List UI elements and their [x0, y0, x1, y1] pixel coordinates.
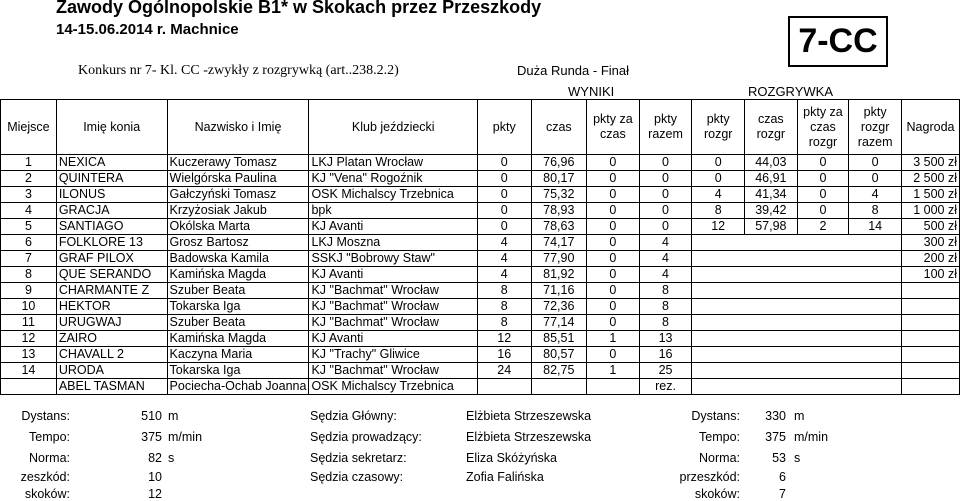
cell-nazwisko-imie: Okólska Marta: [167, 219, 309, 235]
table-row: [1, 283, 960, 299]
group-rozgrywka: ROZGRYWKA: [748, 84, 833, 99]
footer-right-unit: s: [794, 451, 801, 465]
cell-pkty-rozgr-razem: [849, 251, 902, 267]
cell-pkty-za-czas-rozgr: [797, 331, 849, 347]
cell-imie-konia: ABEL TASMAN: [56, 379, 167, 395]
judge-name: Elżbieta Strzeszewska: [466, 430, 592, 444]
footer-left-unit: s: [168, 451, 175, 465]
cell-czas-rozgr: [745, 283, 798, 299]
judge-role: Sędzia prowadzący:: [310, 430, 422, 444]
table-row: [1, 203, 960, 219]
cell-pkty-rozgr: [692, 347, 745, 363]
cell-nagroda: [902, 331, 960, 347]
cell-nagroda: [902, 379, 960, 395]
footer-left-label: Norma:: [29, 451, 70, 465]
cell-klub: KJ Avanti: [309, 331, 478, 347]
cell-pkty-rozgr: [692, 235, 745, 251]
cell-miejsce: 8: [1, 267, 57, 283]
cell-pkty-rozgr-razem: [849, 235, 902, 251]
footer-right-value: 375: [765, 430, 786, 444]
page-title: Zawody Ogólnopolskie B1* w Skokach przez Przeszkody: [56, 0, 542, 17]
judge-name: Elżbieta Strzeszewska: [466, 409, 592, 423]
cell-pkty-razem: 0: [639, 155, 692, 171]
cell-pkty-rozgr-razem: [849, 283, 902, 299]
cell-nazwisko-imie: Gałczyński Tomasz: [167, 187, 309, 203]
cell-czas: 81,92: [531, 267, 587, 283]
cell-nagroda: [902, 283, 960, 299]
cell-klub: KJ "Bachmat" Wrocław: [309, 363, 478, 379]
cell-pkty: 4: [478, 251, 531, 267]
footer-right-label: Norma:: [699, 451, 740, 465]
cell-nazwisko-imie: Grosz Bartosz: [167, 235, 309, 251]
cell-imie-konia: CHAVALL 2: [56, 347, 167, 363]
table-row: [1, 331, 960, 347]
cell-pkty-za-czas-rozgr: [797, 299, 849, 315]
cell-pkty-za-czas: 0: [587, 187, 640, 203]
cell-imie-konia: CHARMANTE Z: [56, 283, 167, 299]
cell-klub: KJ Avanti: [309, 267, 478, 283]
cell-czas-rozgr: 39,42: [745, 203, 798, 219]
cell-pkty: 16: [478, 347, 531, 363]
cell-czas: 76,96: [531, 155, 587, 171]
cell-pkty: 0: [478, 171, 531, 187]
cell-nazwisko-imie: Szuber Beata: [167, 283, 309, 299]
cell-nazwisko-imie: Badowska Kamila: [167, 251, 309, 267]
cell-nazwisko-imie: Kamińska Magda: [167, 267, 309, 283]
cell-pkty-rozgr: [692, 283, 745, 299]
cell-czas: 71,16: [531, 283, 587, 299]
cell-pkty-za-czas: 0: [587, 171, 640, 187]
footer-left-unit: m: [168, 409, 179, 423]
cell-nagroda: [902, 315, 960, 331]
header-pkty-za-czas-rozgr: pkty za czas rozgr: [797, 100, 849, 155]
footer-right-label: skoków:: [694, 487, 740, 501]
cell-nagroda: [902, 347, 960, 363]
cell-pkty: 4: [478, 267, 531, 283]
cell-czas: 78,93: [531, 203, 587, 219]
cell-miejsce: 14: [1, 363, 57, 379]
cell-klub: KJ "Bachmat" Wrocław: [309, 299, 478, 315]
cell-klub: bpk: [309, 203, 478, 219]
cell-pkty-razem: 4: [639, 251, 692, 267]
cell-nagroda: 500 zł: [902, 219, 960, 235]
cell-klub: OSK Michalscy Trzebnica: [309, 187, 478, 203]
cell-czas: 77,14: [531, 315, 587, 331]
cell-pkty-razem: 4: [639, 235, 692, 251]
cell-pkty-rozgr-razem: [849, 315, 902, 331]
cell-pkty-za-czas-rozgr: [797, 235, 849, 251]
cell-pkty-rozgr: [692, 331, 745, 347]
footer-right-value: 6: [779, 470, 786, 484]
cell-nazwisko-imie: Tokarska Iga: [167, 299, 309, 315]
header-nazwisko-imie: Nazwisko i Imię: [167, 100, 309, 155]
cell-pkty-za-czas-rozgr: 0: [797, 203, 849, 219]
cell-pkty: 0: [478, 187, 531, 203]
cell-pkty-za-czas-rozgr: 0: [797, 171, 849, 187]
cell-czas: 78,63: [531, 219, 587, 235]
cell-klub: OSK Michalscy Trzebnica: [309, 379, 478, 395]
cell-czas-rozgr: [745, 315, 798, 331]
footer-left-value: 10: [148, 470, 162, 484]
cell-imie-konia: FOLKLORE 13: [56, 235, 167, 251]
cell-pkty-za-czas-rozgr: [797, 379, 849, 395]
header-pkty: pkty: [478, 100, 531, 155]
footer-left-value: 12: [148, 487, 162, 501]
cell-pkty-rozgr: 8: [692, 203, 745, 219]
cell-czas-rozgr: [745, 251, 798, 267]
cell-czas-rozgr: [745, 235, 798, 251]
cell-miejsce: 11: [1, 315, 57, 331]
cell-pkty-rozgr-razem: 14: [849, 219, 902, 235]
header-pkty-rozgr-razem: pkty rozgr razem: [849, 100, 902, 155]
cell-pkty-za-czas: 0: [587, 219, 640, 235]
cell-czas-rozgr: 57,98: [745, 219, 798, 235]
table-row: [1, 187, 960, 203]
cell-czas: 85,51: [531, 331, 587, 347]
table-row: [1, 363, 960, 379]
cell-nagroda: 300 zł: [902, 235, 960, 251]
cell-imie-konia: ILONUS: [56, 187, 167, 203]
table-header-row: [1, 100, 960, 155]
cell-pkty-za-czas: 0: [587, 283, 640, 299]
cell-pkty-razem: 25: [639, 363, 692, 379]
header-imie-konia: Imię konia: [56, 100, 167, 155]
cell-klub: KJ "Bachmat" Wrocław: [309, 283, 478, 299]
cell-czas-rozgr: [745, 299, 798, 315]
judge-role: Sędzia sekretarz:: [310, 451, 407, 465]
cell-pkty-razem: rez.: [639, 379, 692, 395]
cell-pkty-razem: 0: [639, 203, 692, 219]
judge-role: Sędzia czasowy:: [310, 470, 404, 484]
cell-czas: 82,75: [531, 363, 587, 379]
cell-imie-konia: URODA: [56, 363, 167, 379]
footer-left-label: Dystans:: [21, 409, 70, 423]
cell-pkty: 12: [478, 331, 531, 347]
cell-czas: 75,32: [531, 187, 587, 203]
cell-nagroda: [902, 363, 960, 379]
header-nagroda: Nagroda: [902, 100, 960, 155]
cell-imie-konia: ZAIRO: [56, 331, 167, 347]
cell-pkty-rozgr: 12: [692, 219, 745, 235]
cell-miejsce: 4: [1, 203, 57, 219]
cell-pkty-razem: 8: [639, 315, 692, 331]
cell-klub: KJ "Trachy" Gliwice: [309, 347, 478, 363]
cell-miejsce: 7: [1, 251, 57, 267]
cell-pkty-za-czas-rozgr: [797, 251, 849, 267]
cell-imie-konia: URUGWAJ: [56, 315, 167, 331]
cell-czas: 77,90: [531, 251, 587, 267]
cell-pkty: 0: [478, 203, 531, 219]
table-row: [1, 219, 960, 235]
cell-czas-rozgr: 41,34: [745, 187, 798, 203]
cell-pkty-rozgr-razem: 8: [849, 203, 902, 219]
footer-right-label: przeszkód:: [679, 470, 740, 484]
cell-pkty-razem: 0: [639, 187, 692, 203]
cell-miejsce: 12: [1, 331, 57, 347]
table-row: [1, 235, 960, 251]
cell-pkty-rozgr-razem: [849, 267, 902, 283]
cell-miejsce: 5: [1, 219, 57, 235]
table-row: [1, 267, 960, 283]
cell-pkty-za-czas: 1: [587, 331, 640, 347]
footer-left-label: zeszkód:: [20, 470, 70, 484]
cell-imie-konia: NEXICA: [56, 155, 167, 171]
cell-pkty-rozgr-razem: [849, 379, 902, 395]
cell-czas-rozgr: [745, 331, 798, 347]
cell-klub: SSKJ "Bobrowy Staw": [309, 251, 478, 267]
cell-czas-rozgr: 44,03: [745, 155, 798, 171]
cell-pkty-rozgr: 0: [692, 171, 745, 187]
cell-pkty: 8: [478, 283, 531, 299]
cell-klub: KJ Avanti: [309, 219, 478, 235]
cell-pkty-rozgr-razem: [849, 363, 902, 379]
cell-czas-rozgr: 46,91: [745, 171, 798, 187]
cell-pkty: 24: [478, 363, 531, 379]
cell-nazwisko-imie: Kamińska Magda: [167, 331, 309, 347]
cell-pkty-za-czas: 0: [587, 155, 640, 171]
footer-right-label: Tempo:: [699, 430, 740, 444]
cell-pkty-rozgr-razem: 0: [849, 171, 902, 187]
cell-pkty-rozgr: [692, 379, 745, 395]
header-czas-rozgr: czas rozgr: [745, 100, 798, 155]
cell-pkty: 0: [478, 155, 531, 171]
cell-nazwisko-imie: Pociecha-Ochab Joanna: [167, 379, 309, 395]
class-badge: 7-CC: [788, 16, 888, 67]
cell-nagroda: 200 zł: [902, 251, 960, 267]
footer-left-value: 375: [141, 430, 162, 444]
footer-left-label: Tempo:: [29, 430, 70, 444]
cell-czas: [531, 379, 587, 395]
cell-pkty-razem: 4: [639, 267, 692, 283]
cell-miejsce: [1, 379, 57, 395]
table-row: [1, 171, 960, 187]
cell-czas-rozgr: [745, 267, 798, 283]
event-date-place: 14-15.06.2014 r. Machnice: [56, 21, 239, 38]
cell-nazwisko-imie: Tokarska Iga: [167, 363, 309, 379]
cell-nazwisko-imie: Wielgórska Paulina: [167, 171, 309, 187]
cell-pkty-za-czas-rozgr: [797, 283, 849, 299]
cell-imie-konia: QUE SERANDO: [56, 267, 167, 283]
footer-right-value: 7: [779, 487, 786, 501]
cell-pkty-rozgr: 0: [692, 155, 745, 171]
cell-pkty-za-czas: 0: [587, 235, 640, 251]
cell-pkty-za-czas-rozgr: 0: [797, 187, 849, 203]
cell-miejsce: 3: [1, 187, 57, 203]
footer-right-label: Dystans:: [691, 409, 740, 423]
footer-left-unit: m/min: [168, 430, 203, 444]
cell-pkty-za-czas-rozgr: [797, 347, 849, 363]
cell-nagroda: 2 500 zł: [902, 171, 960, 187]
footer-left-label: skoków:: [24, 487, 70, 501]
cell-czas-rozgr: [745, 379, 798, 395]
cell-miejsce: 6: [1, 235, 57, 251]
cell-pkty-rozgr: [692, 267, 745, 283]
cell-pkty-razem: 8: [639, 299, 692, 315]
cell-miejsce: 1: [1, 155, 57, 171]
cell-pkty-za-czas: 0: [587, 203, 640, 219]
cell-nazwisko-imie: Kuczerawy Tomasz: [167, 155, 309, 171]
header-czas: czas: [531, 100, 587, 155]
cell-miejsce: 2: [1, 171, 57, 187]
cell-czas: 72,36: [531, 299, 587, 315]
cell-pkty-za-czas: 0: [587, 267, 640, 283]
cell-pkty-razem: 13: [639, 331, 692, 347]
cell-pkty-razem: 0: [639, 171, 692, 187]
table-row: [1, 315, 960, 331]
cell-pkty-rozgr: [692, 315, 745, 331]
cell-pkty: 4: [478, 235, 531, 251]
cell-klub: KJ "Vena" Rogoźnik: [309, 171, 478, 187]
cell-klub: LKJ Platan Wrocław: [309, 155, 478, 171]
cell-pkty-za-czas: [587, 379, 640, 395]
cell-pkty-rozgr: [692, 363, 745, 379]
header-pkty-rozgr: pkty rozgr: [692, 100, 745, 155]
competition-name: Konkurs nr 7- Kl. CC -zwykły z rozgrywką (art..238.2.2): [78, 63, 399, 78]
cell-miejsce: 13: [1, 347, 57, 363]
results-table: [0, 99, 960, 395]
cell-nazwisko-imie: Kaczyna Maria: [167, 347, 309, 363]
cell-imie-konia: GRAF PILOX: [56, 251, 167, 267]
cell-pkty-rozgr-razem: [849, 347, 902, 363]
cell-miejsce: 10: [1, 299, 57, 315]
cell-pkty-za-czas-rozgr: [797, 315, 849, 331]
cell-nagroda: 3 500 zł: [902, 155, 960, 171]
judge-name: Zofia Falińska: [466, 470, 544, 484]
cell-klub: KJ "Bachmat" Wrocław: [309, 315, 478, 331]
judge-role: Sędzia Główny:: [310, 409, 397, 423]
cell-pkty-rozgr-razem: [849, 299, 902, 315]
cell-pkty-za-czas-rozgr: 0: [797, 155, 849, 171]
round-name: Duża Runda - Finał: [517, 63, 629, 78]
cell-pkty-za-czas: 0: [587, 315, 640, 331]
cell-czas-rozgr: [745, 363, 798, 379]
cell-pkty-za-czas-rozgr: 2: [797, 219, 849, 235]
header-miejsce: Miejsce: [1, 100, 57, 155]
table-row: [1, 347, 960, 363]
header-klub: Klub jeździecki: [309, 100, 478, 155]
cell-pkty-razem: 0: [639, 219, 692, 235]
judge-name: Eliza Skóżyńska: [466, 451, 558, 465]
cell-pkty-za-czas: 0: [587, 251, 640, 267]
cell-czas: 74,17: [531, 235, 587, 251]
cell-imie-konia: GRACJA: [56, 203, 167, 219]
cell-pkty-rozgr-razem: 4: [849, 187, 902, 203]
footer-right-value: 53: [772, 451, 786, 465]
cell-pkty-rozgr: [692, 251, 745, 267]
footer-right-unit: m/min: [794, 430, 829, 444]
cell-imie-konia: HEKTOR: [56, 299, 167, 315]
cell-czas: 80,57: [531, 347, 587, 363]
cell-pkty-rozgr-razem: 0: [849, 155, 902, 171]
cell-nazwisko-imie: Szuber Beata: [167, 315, 309, 331]
cell-pkty-za-czas: 0: [587, 347, 640, 363]
table-row: [1, 299, 960, 315]
cell-pkty-razem: 8: [639, 283, 692, 299]
footer-left-value: 82: [148, 451, 162, 465]
cell-pkty: 0: [478, 219, 531, 235]
cell-pkty-razem: 16: [639, 347, 692, 363]
cell-pkty-rozgr-razem: [849, 331, 902, 347]
cell-czas: 80,17: [531, 171, 587, 187]
cell-pkty-za-czas: 1: [587, 363, 640, 379]
cell-nagroda: 100 zł: [902, 267, 960, 283]
header-pkty-razem: pkty razem: [639, 100, 692, 155]
cell-miejsce: 9: [1, 283, 57, 299]
cell-pkty-za-czas: 0: [587, 299, 640, 315]
cell-czas-rozgr: [745, 347, 798, 363]
cell-pkty-rozgr: 4: [692, 187, 745, 203]
cell-pkty: [478, 379, 531, 395]
table-row: [1, 251, 960, 267]
cell-pkty-za-czas-rozgr: [797, 267, 849, 283]
table-row: [1, 155, 960, 171]
cell-pkty: 8: [478, 315, 531, 331]
cell-imie-konia: SANTIAGO: [56, 219, 167, 235]
cell-nagroda: 1 000 zł: [902, 203, 960, 219]
cell-klub: LKJ Moszna: [309, 235, 478, 251]
cell-pkty: 8: [478, 299, 531, 315]
footer-left-value: 510: [141, 409, 162, 423]
header-pkty-za-czas: pkty za czas: [587, 100, 640, 155]
cell-nagroda: 1 500 zł: [902, 187, 960, 203]
cell-nagroda: [902, 299, 960, 315]
footer-right-value: 330: [765, 409, 786, 423]
cell-pkty-rozgr: [692, 299, 745, 315]
table-row: [1, 379, 960, 395]
cell-imie-konia: QUINTERA: [56, 171, 167, 187]
cell-nazwisko-imie: Krzyżosiak Jakub: [167, 203, 309, 219]
group-wyniki: WYNIKI: [568, 84, 615, 99]
footer-right-unit: m: [794, 409, 805, 423]
cell-pkty-za-czas-rozgr: [797, 363, 849, 379]
